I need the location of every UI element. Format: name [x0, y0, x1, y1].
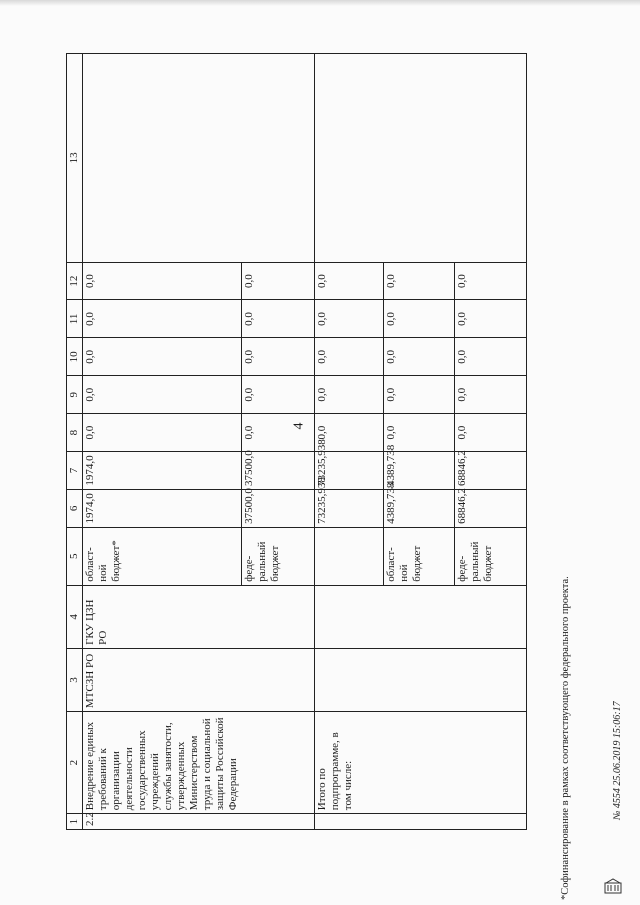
- value-cell: 0,0: [455, 376, 527, 414]
- value-cell: 1974,0: [83, 489, 242, 527]
- value-cell: 0,0: [83, 300, 242, 338]
- value-cell: 0,0: [384, 376, 455, 414]
- value-cell: 0,0: [242, 300, 315, 338]
- header-cell: 13: [67, 54, 83, 263]
- header-cell: 9: [67, 376, 83, 414]
- page-number: 4: [291, 422, 307, 430]
- rotated-table-wrapper: [66, 53, 514, 830]
- value-cell: 0,0: [83, 376, 242, 414]
- participant: ГКУ ЦЗН РО: [83, 585, 315, 648]
- registration-stamp: № 4554 25.06.2019 15:06:17: [612, 701, 623, 820]
- value-cell: 37500,0: [242, 452, 315, 490]
- header-cell: 1: [67, 814, 83, 830]
- row-number: 2.2: [83, 814, 315, 830]
- value-cell: 0,0: [315, 338, 384, 376]
- value-cell: 37500,0: [242, 489, 315, 527]
- header-cell: 5: [67, 527, 83, 585]
- value-cell: 0,0: [384, 262, 455, 300]
- value-cell: 4389,738: [384, 489, 455, 527]
- participant: [315, 585, 527, 648]
- value-cell: 73235,938: [315, 452, 384, 490]
- value-cell: 0,0: [315, 300, 384, 338]
- row-number: [315, 814, 527, 830]
- value-cell: 0,0: [315, 376, 384, 414]
- value-cell: 0,0: [455, 414, 527, 452]
- value-cell: 0,0: [384, 300, 455, 338]
- value-cell: 0,0: [315, 262, 384, 300]
- executor: [315, 648, 527, 711]
- value-cell: 73235,938: [315, 489, 384, 527]
- seal-icon: [604, 878, 622, 894]
- value-cell: 0,0: [455, 338, 527, 376]
- header-cell: 3: [67, 648, 83, 711]
- table-row: [315, 54, 384, 830]
- value-cell: 0,0: [83, 262, 242, 300]
- header-cell: 6: [67, 489, 83, 527]
- scan-edge: [0, 0, 640, 6]
- executor: МТСЗН РО: [83, 648, 315, 711]
- header-cell: 8: [67, 414, 83, 452]
- value-cell: 68846,2: [455, 452, 527, 490]
- header-cell: 7: [67, 452, 83, 490]
- value-cell: 0,0: [455, 300, 527, 338]
- header-cell: 12: [67, 262, 83, 300]
- value-cell: 0,0: [242, 262, 315, 300]
- measure-name: Внедрение единых требований к организации деятельности государственных учреждений службы занятости, утвержденных Министерством труда и социальной защиты Российской Федерации: [83, 712, 315, 814]
- header-cell: 10: [67, 338, 83, 376]
- value-cell: 0,0: [83, 414, 242, 452]
- note-cell: [83, 54, 315, 263]
- value-cell: 0,0: [242, 338, 315, 376]
- table-row: [83, 54, 242, 830]
- value-cell: 0,0: [83, 338, 242, 376]
- funding-source: област-ной бюджет: [384, 527, 455, 585]
- budget-table: [66, 53, 527, 830]
- value-cell: 0,0: [315, 414, 384, 452]
- value-cell: 0,0: [455, 262, 527, 300]
- header-cell: 2: [67, 712, 83, 814]
- value-cell: 4389,738: [384, 452, 455, 490]
- value-cell: 68846,2: [455, 489, 527, 527]
- footnote: *Софинансирование в рамках соответствующего федерального проекта.: [560, 576, 571, 900]
- header-cell: 4: [67, 585, 83, 648]
- value-cell: 0,0: [242, 376, 315, 414]
- funding-source: област-ной бюджет*: [83, 527, 242, 585]
- header-cell: 11: [67, 300, 83, 338]
- funding-source: феде-ральный бюджет: [242, 527, 315, 585]
- total-label: Итого по подпрограмме, в том числе:: [315, 712, 527, 814]
- funding-source: феде-ральный бюджет: [455, 527, 527, 585]
- funding-source: [315, 527, 384, 585]
- note-cell: [315, 54, 527, 263]
- header-row: [67, 54, 83, 830]
- value-cell: 0,0: [384, 338, 455, 376]
- value-cell: 0,0: [242, 414, 315, 452]
- value-cell: 1974,0: [83, 452, 242, 490]
- value-cell: 0,0: [384, 414, 455, 452]
